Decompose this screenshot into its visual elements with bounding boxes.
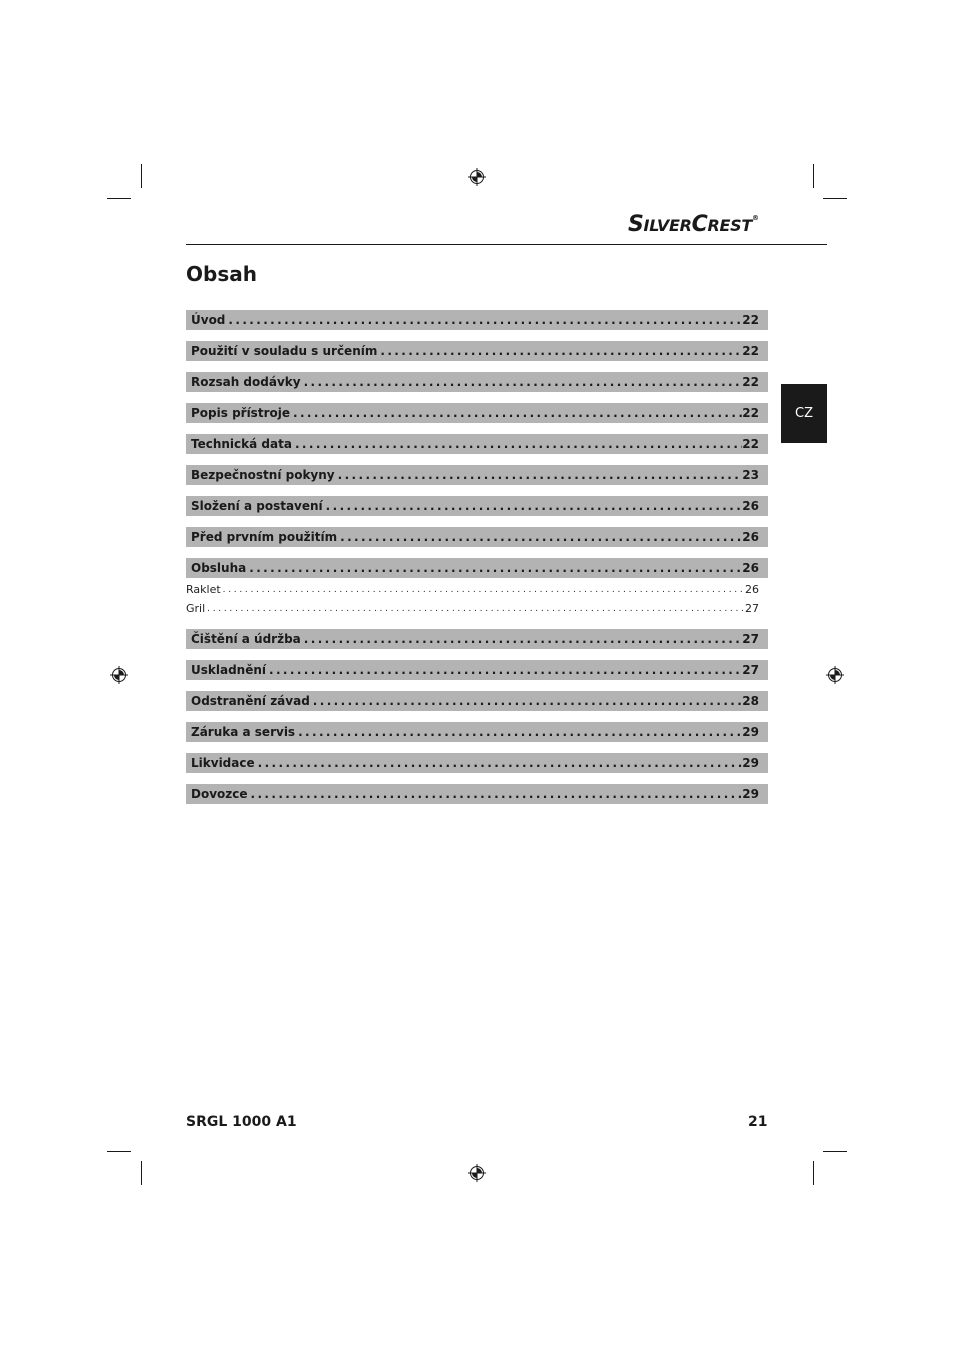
crop-mark [813,1161,814,1185]
crop-mark [141,164,142,188]
footer-page-number: 21 [748,1114,768,1130]
registration-mark-icon [110,666,128,684]
language-tab: CZ [781,384,827,443]
toc-entry[interactable]: Složení a postavení ..... 26 [186,496,768,516]
toc-entry[interactable]: Uskladnění ..... 27 [186,660,768,680]
registration-mark-icon [468,168,486,186]
brand-logo: SILVERCREST® [628,212,759,237]
toc-subentry[interactable]: Raklet ..... 26 [186,580,768,599]
toc-entry[interactable]: Odstranění závad ..... 28 [186,691,768,711]
page-title: Obsah [186,262,257,286]
crop-mark [823,198,847,199]
registration-mark-icon [468,1164,486,1182]
crop-mark [823,1151,847,1152]
toc-entry[interactable]: Před prvním použitím ..... 26 [186,527,768,547]
toc-entry[interactable]: Bezpečnostní pokyny ..... 23 [186,465,768,485]
registration-mark-icon [826,666,844,684]
toc-entry[interactable]: Záruka a servis ..... 29 [186,722,768,742]
crop-mark [141,1161,142,1185]
table-of-contents [186,310,768,815]
toc-entry[interactable]: Rozsah dodávky ..... 22 [186,372,768,392]
header-rule [186,244,827,245]
toc-entry[interactable]: Popis přístroje ..... 22 [186,403,768,423]
crop-mark [107,1151,131,1152]
toc-entry[interactable]: Likvidace ..... 29 [186,753,768,773]
toc-subentry[interactable]: Gril ..... 27 [186,599,768,618]
crop-mark [107,198,131,199]
toc-subentries [186,580,768,618]
crop-mark [813,164,814,188]
toc-entry[interactable]: Čištění a údržba ..... 27 [186,629,768,649]
toc-entry[interactable]: Použití v souladu s určením ..... 22 [186,341,768,361]
toc-entry[interactable]: Technická data ..... 22 [186,434,768,454]
toc-entry[interactable]: Úvod ..... 22 [186,310,768,330]
footer-model: SRGL 1000 A1 [186,1114,297,1130]
toc-entry[interactable]: Dovozce ..... 29 [186,784,768,804]
toc-entry[interactable]: Obsluha ..... 26 [186,558,768,578]
